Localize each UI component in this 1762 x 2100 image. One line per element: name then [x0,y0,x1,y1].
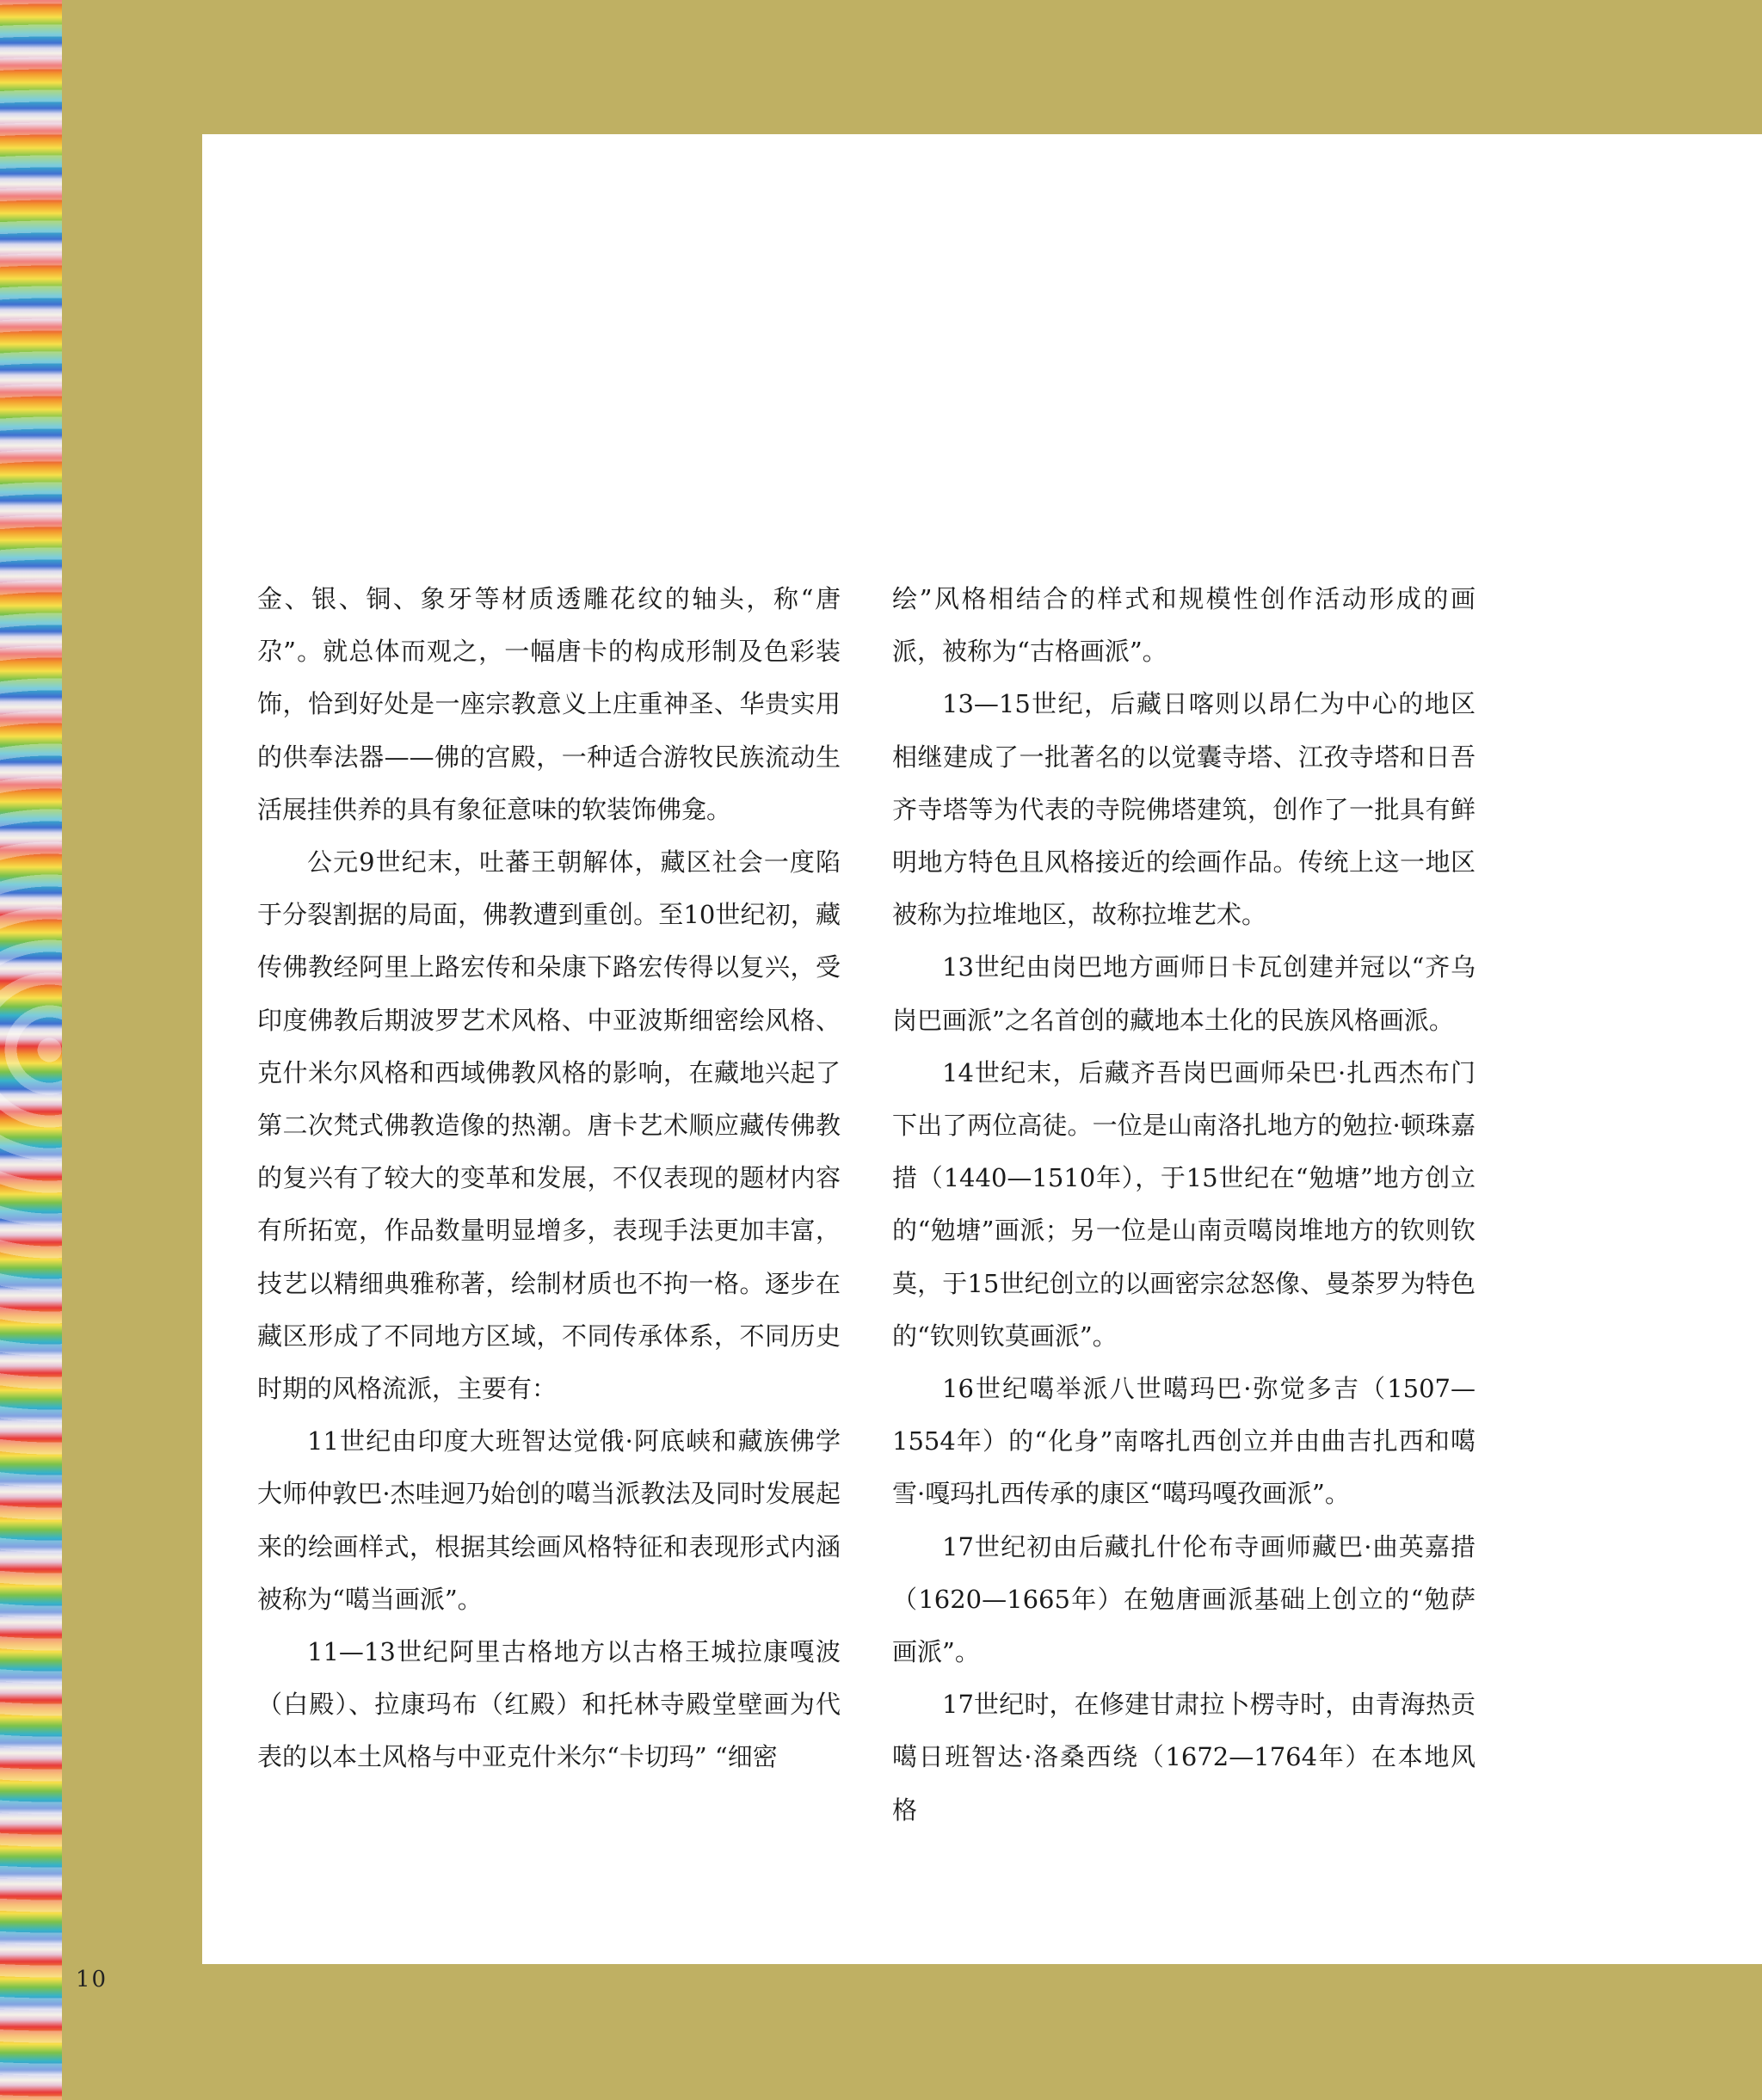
text-column-right [892,573,1476,1837]
paragraph: 17世纪时，在修建甘肃拉卜楞寺时，由青海热贡噶日班智达·洛桑西绕（1672—1764年）在本地风格 [892,1690,1476,1825]
paragraph: 11世纪由印度大班智达觉俄·阿底峡和藏族佛学大师仲敦巴·杰哇迥乃始创的噶当派教法及同时发展起来的绘画样式，根据其绘画风格特征和表现形式内涵被称为“噶当画派”。 [257,1426,841,1614]
paragraph: 17世纪初由后藏扎什伦布寺画师藏巴·曲英嘉措（1620—1665年）在勉唐画派基础上创立的“勉萨画派”。 [892,1531,1476,1667]
page-number: 10 [76,1967,108,1992]
text-column-left [257,573,841,1784]
paragraph: 公元9世纪末，吐蕃王朝解体，藏区社会一度陷于分裂割据的局面，佛教遭到重创。至10世纪初，藏传佛教经阿里上路宏传和朵康下路宏传得以复兴，受印度佛教后期波罗艺术风格、中亚波斯细密绘风格、克什米尔风格和西域佛教风格的影响，在藏地兴起了第二次梵式佛教造像的热潮。唐卡艺术顺应藏传佛教的复兴有了较大的变革和发展，不仅表现的题材内容有所拓宽，作品数量明显增多，表现手法更加丰富，技艺以精细典雅称著，绘制材质也不拘一格。逐步在藏区形成了不同地方区域，不同传承体系，不同历史时期的风格流派，主要有： [257,847,841,1404]
paragraph: 14世纪末，后藏齐吾岗巴画师朵巴·扎西杰布门下出了两位高徒。一位是山南洛扎地方的勉拉·顿珠嘉措（1440—1510年），于15世纪在“勉塘”地方创立的“勉塘”画派；另一位是山南贡噶岗堆地方的钦则钦莫，于15世纪创立的以画密宗忿怒像、曼荼罗为特色的“钦则钦莫画派”。 [892,1057,1476,1351]
paragraph: 11—13世纪阿里古格地方以古格王城拉康嘎波（白殿）、拉康玛布（红殿）和托林寺殿堂壁画为代表的以本土风格与中亚克什米尔“卡切玛” “细密 [257,1637,841,1772]
paragraph: 13世纪由岗巴地方画师日卡瓦创建并冠以“齐乌岗巴画派”之名首创的藏地本土化的民族风格画派。 [892,952,1476,1035]
paragraph: 金、银、铜、象牙等材质透雕花纹的轴头，称“唐尕”。就总体而观之，一幅唐卡的构成形制及色彩装饰，恰到好处是一座宗教意义上庄重神圣、华贵实用的供奉法器——佛的宫殿，一种适合游牧民族流动生活展挂供养的具有象征意味的软装饰佛龛。 [257,584,841,824]
paragraph: 绘”风格相结合的样式和规模性创作活动形成的画派，被称为“古格画派”。 [892,584,1476,667]
page-content [202,134,1762,1964]
paragraph: 13—15世纪，后藏日喀则以昂仁为中心的地区相继建成了一批著名的以觉囊寺塔、江孜寺塔和日吾齐寺塔等为代表的寺院佛塔建筑，创作了一批具有鲜明地方特色且风格接近的绘画作品。传统上这一地区被称为拉堆地区，故称拉堆艺术。 [892,689,1476,930]
paragraph: 16世纪噶举派八世噶玛巴·弥觉多吉（1507—1554年）的“化身”南喀扎西创立并由曲吉扎西和噶雪·嘎玛扎西传承的康区“噶玛嘎孜画派”。 [892,1374,1476,1509]
decorative-border [0,0,62,2100]
